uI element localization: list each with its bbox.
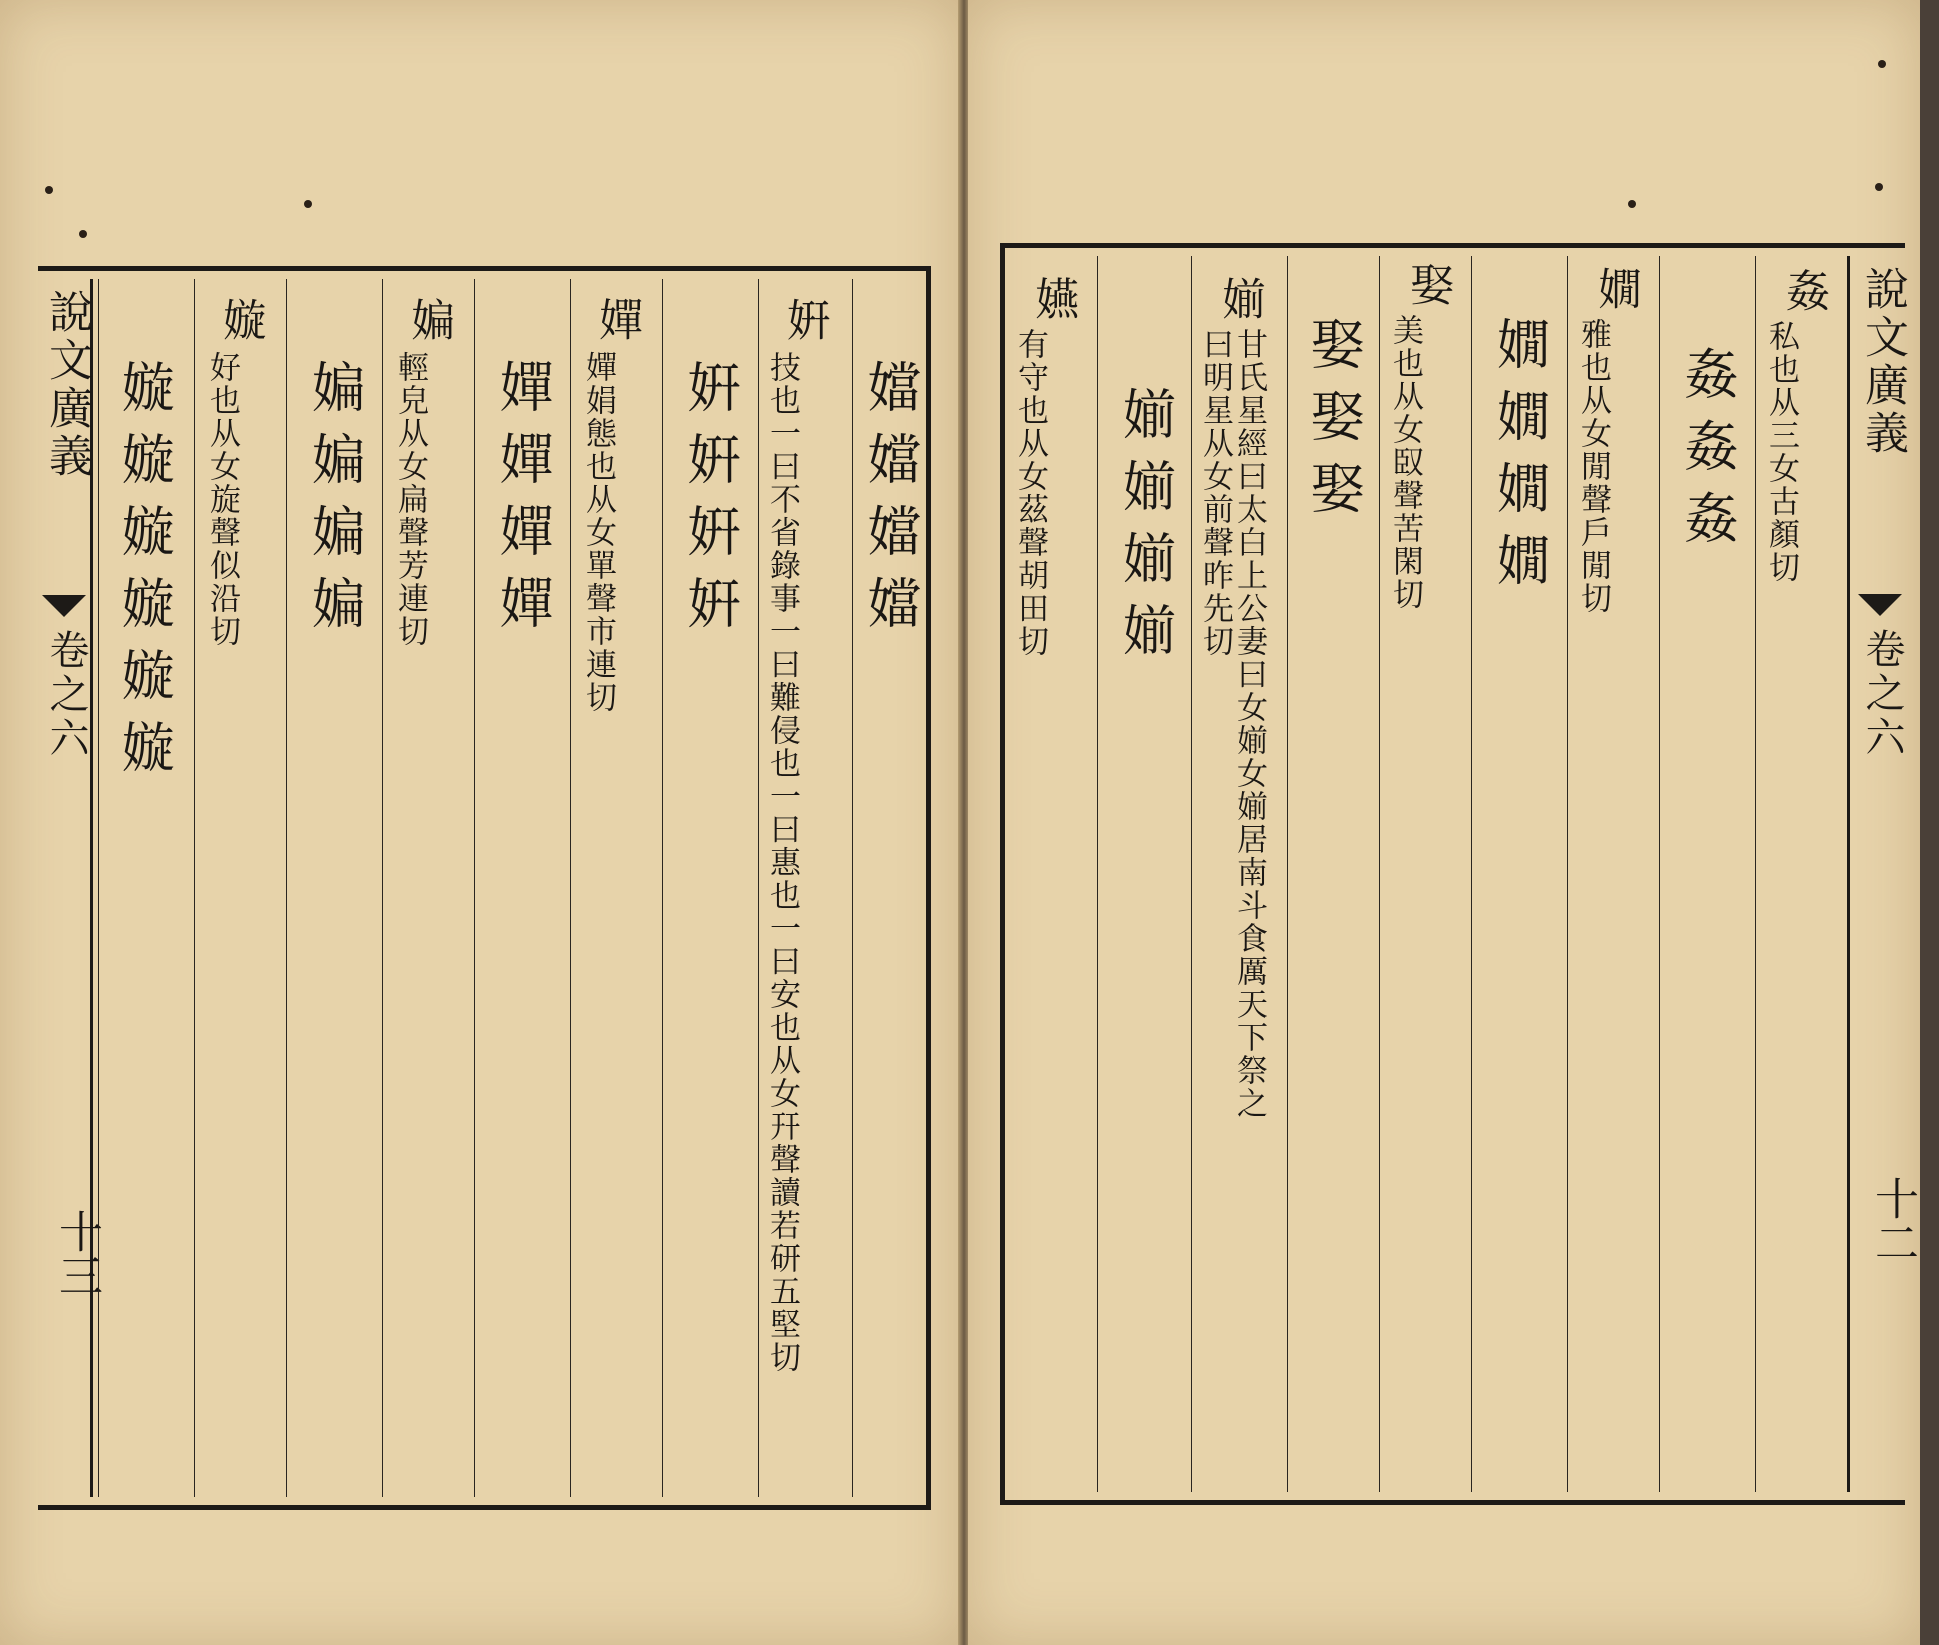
seal-glyphs: 嬋嬋嬋嬋 bbox=[491, 359, 554, 647]
entry-note: 美也从女臤聲苦閑切 bbox=[1387, 314, 1423, 611]
left-col-1 bbox=[852, 279, 926, 1497]
fishtail-mark bbox=[1858, 594, 1902, 616]
entry-note: 有守也从女茲聲胡田切 bbox=[1012, 328, 1048, 658]
seal-glyphs: 姸姸姸姸 bbox=[679, 359, 742, 647]
entry-note: 嬋娟態也从女單聲市連切 bbox=[580, 351, 616, 714]
entry-note: 好也从女旋聲似沿切 bbox=[204, 351, 240, 648]
binding-hole bbox=[304, 200, 312, 208]
entry-head: 姸 bbox=[779, 297, 830, 341]
right-text-frame bbox=[1000, 243, 1918, 1505]
entry-note: 私也从三女古顏切 bbox=[1763, 320, 1799, 584]
binding-hole bbox=[1878, 60, 1886, 68]
left-col-6 bbox=[382, 279, 474, 1497]
entry-head: 媊 bbox=[1214, 276, 1265, 320]
entry-head: 嬋 bbox=[591, 297, 642, 341]
left-col-5 bbox=[474, 279, 570, 1497]
left-margin-column bbox=[38, 279, 102, 1497]
left-page bbox=[0, 0, 960, 1645]
right-col-5 bbox=[1379, 256, 1471, 1492]
fishtail-mark bbox=[42, 595, 86, 617]
left-col-2 bbox=[758, 279, 852, 1497]
page-number: 十二 bbox=[1867, 1176, 1918, 1264]
entry-head: 嬿 bbox=[1027, 276, 1078, 320]
entry-note: 技也一曰不省錄事一曰難侵也一曰惠也一曰安也从女幵聲讀若研五堅切 bbox=[764, 351, 800, 1374]
left-col-3 bbox=[662, 279, 758, 1497]
entry-head: 姦 bbox=[1778, 268, 1829, 312]
entry-note: 甘氏星經曰太白上公妻曰女媊女媊居南斗食厲天下祭之曰明星从女前聲昨先切 bbox=[1197, 328, 1267, 1120]
right-col-4 bbox=[1471, 256, 1567, 1492]
book-title: 說文廣義 bbox=[1857, 266, 1908, 458]
right-col-6 bbox=[1287, 256, 1379, 1492]
right-col-2 bbox=[1659, 256, 1755, 1492]
right-margin-column bbox=[1847, 256, 1918, 1492]
seal-glyphs: 姦姦姦 bbox=[1676, 346, 1739, 562]
entry-head: 媥 bbox=[403, 297, 454, 341]
juan-label: 卷之六 bbox=[1859, 628, 1905, 760]
right-col-7 bbox=[1191, 256, 1287, 1492]
left-col-4 bbox=[570, 279, 662, 1497]
left-text-frame bbox=[38, 266, 931, 1510]
entry-head: 嫺 bbox=[1590, 266, 1641, 310]
left-col-9 bbox=[98, 279, 194, 1497]
left-col-8 bbox=[194, 279, 286, 1497]
binding-hole bbox=[1875, 183, 1883, 191]
entry-note: 雅也从女閒聲戶閒切 bbox=[1575, 318, 1611, 615]
seal-glyphs: 嫙嫙嫙嫙嫙嫙 bbox=[113, 359, 176, 791]
book-title: 說文廣義 bbox=[41, 289, 92, 481]
right-col-9 bbox=[1005, 256, 1097, 1492]
page-number: 十三 bbox=[51, 1209, 102, 1297]
right-col-8 bbox=[1097, 256, 1191, 1492]
entry-note: 輕皃从女扁聲芳連切 bbox=[392, 351, 428, 648]
juan-label: 卷之六 bbox=[43, 629, 89, 761]
seal-glyphs: 娶娶娶 bbox=[1302, 316, 1365, 532]
binding-hole bbox=[45, 186, 53, 194]
binding-hole bbox=[79, 230, 87, 238]
entry-head: 娶 bbox=[1402, 262, 1453, 306]
binding-hole bbox=[1628, 200, 1636, 208]
seal-glyphs: 媥媥媥媥 bbox=[303, 359, 366, 647]
seal-glyphs: 媊媊媊媊 bbox=[1114, 386, 1177, 674]
left-col-7 bbox=[286, 279, 382, 1497]
right-col-1 bbox=[1755, 256, 1847, 1492]
seal-glyphs: 㜭㜭㜭㜭 bbox=[859, 359, 922, 647]
right-col-3 bbox=[1567, 256, 1659, 1492]
entry-head: 嫙 bbox=[215, 297, 266, 341]
right-page bbox=[968, 0, 1920, 1645]
seal-glyphs: 嫺嫺嫺嫺 bbox=[1488, 316, 1551, 604]
